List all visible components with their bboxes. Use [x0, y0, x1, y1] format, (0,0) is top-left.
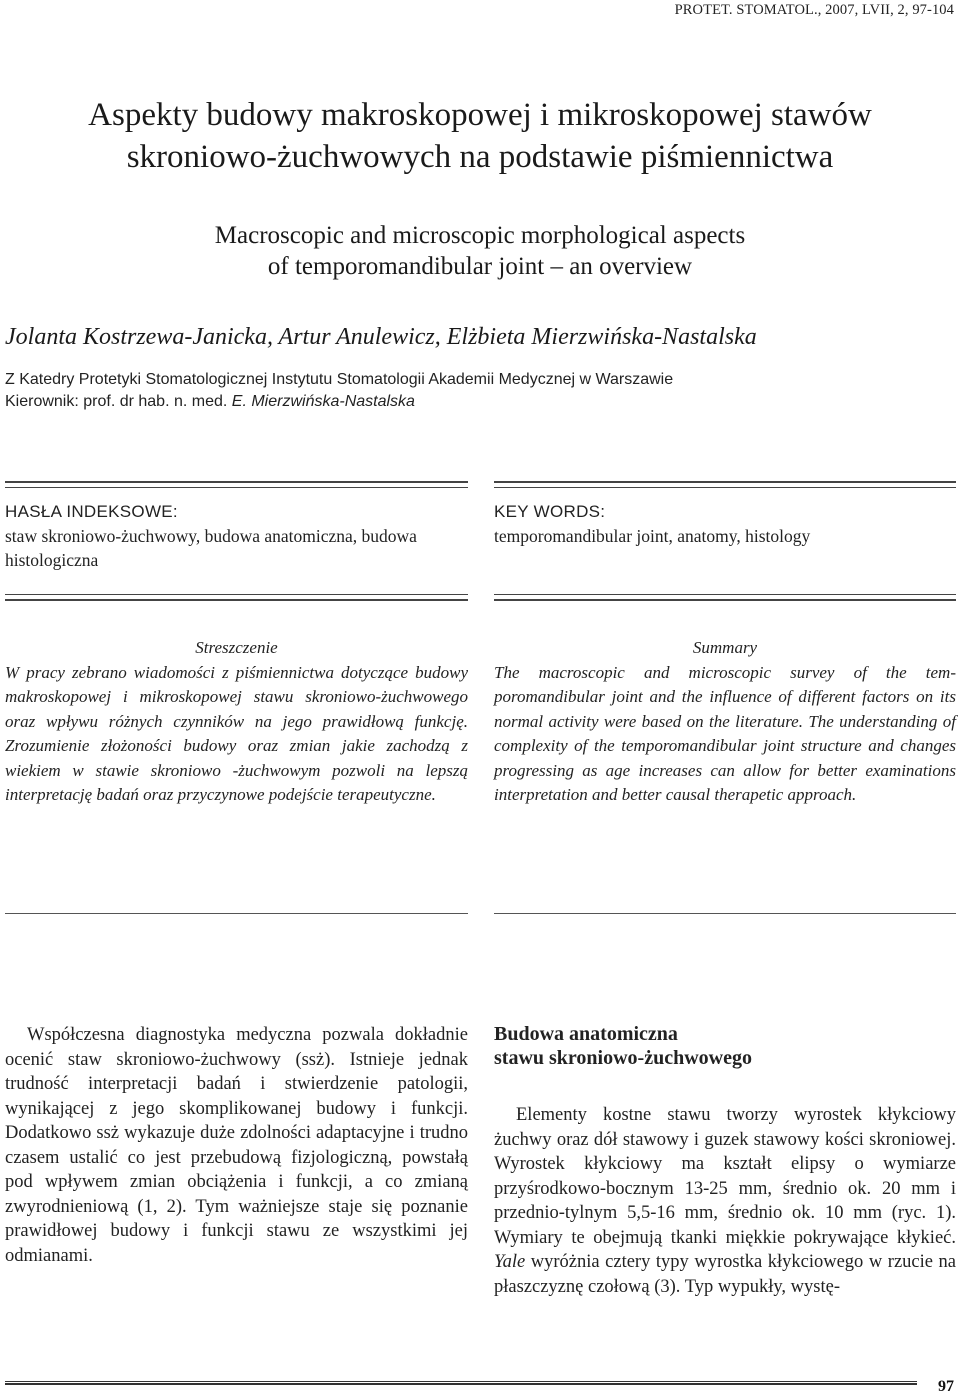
keywords-english: [494, 500, 956, 548]
keywords-left-bottom-rule: [5, 594, 468, 601]
affiliation: [5, 369, 955, 413]
page-number: 97: [938, 1378, 954, 1395]
authors: Jolanta Kostrzewa-Janicka, Artur Anulewicz, Elżbieta Mierzwińska-Nastalska: [5, 324, 757, 350]
body-intro-text: Współczesna diagnostyka medyczna pozwala dokładnie ocenić staw skroniowo-żuchwowy (ssż). Istnieje jednak trudność interpretacji badań i stwierdzenie patologii, wynikającej z jego skomplikowanej budowy i funkcji. Dodatkowo ssż wykazuje duże zdolności adaptacyjne i trudno czasem ustalić co jest przebudową fizjologiczną, powstałą pod wpływem zmian obciążenia i funkcji, a co zmianą zwyrodnieniową (1, 2). Tym ważniejsze staje się poznanie prawidłowej budowy i funkcji stawu ze wszystkimi jej odmianami.: [5, 1025, 468, 1266]
title-en-line-1: Macroscopic and microscopic morphological aspects: [214, 222, 746, 249]
keywords-english-text: temporomandibular joint, anatomy, histology: [494, 526, 811, 546]
section-text-part-1: Elementy kostne stawu tworzy wyrostek kłykciowy żuchwy oraz dół stawowy i guzek stawowy kości skroniowej. Wyrostek kłykciowy ma kształt elipsy o wymiarze przyśrodkowo-bocznym 13-25 mm, średnio ok. 20 mm i przednio-tylnym 5,5-16 mm, średnio ok. 10 mm (ryc. 1). Wymiary te obejmują tkanki miękkie pokrywające kłykieć.: [494, 1105, 956, 1248]
abstract-polish-heading: Streszczenie: [195, 638, 278, 657]
section-text-author-name: Yale: [494, 1252, 526, 1272]
keywords-right-bottom-rule: [494, 594, 956, 601]
body-intro-column: [5, 1023, 468, 1268]
abstract-english-heading: Summary: [692, 638, 758, 657]
body-anatomy-column: [494, 1022, 956, 1299]
keywords-english-heading: KEY WORDS:: [494, 502, 606, 521]
keywords-polish-text: staw skroniowo-żuchwowy, budowa anatomiczna, budowa histologiczna: [5, 526, 417, 570]
running-head: PROTET. STOMATOL., 2007, LVII, 2, 97-104: [674, 2, 954, 18]
abstract-polish: [5, 636, 468, 808]
section-paragraph: [494, 1103, 956, 1299]
affiliation-head-name: E. Mierzwińska-Nastalska: [231, 393, 415, 410]
footer-rule: [5, 1381, 917, 1385]
keywords-polish: [5, 500, 468, 572]
section-heading: [494, 1022, 956, 1070]
article-title-polish: [0, 94, 960, 178]
title-pl-line-2: skroniowo-żuchwowych na podstawie piśmiennictwa: [126, 139, 834, 175]
abstract-right-bottom-rule: [494, 913, 956, 914]
keywords-polish-heading: HASŁA INDEKSOWE:: [5, 502, 178, 521]
article-title-english: [0, 220, 960, 282]
title-en-line-2: of temporomandibular joint – an overview: [267, 253, 693, 280]
title-pl-line-1: Aspekty budowy makroskopowej i mikroskopowej stawów: [88, 97, 872, 133]
keywords-left-top-rule: [5, 481, 468, 488]
affiliation-line-1: Z Katedry Protetyki Stomatologicznej Instytutu Stomatologii Akademii Medycznej w Warszawie: [5, 371, 674, 388]
affiliation-line-2: [5, 391, 955, 413]
abstract-english: [494, 636, 956, 808]
section-heading-line-2: stawu skroniowo-żuchwowego: [494, 1047, 752, 1069]
abstract-polish-text: W pracy zebrano wiadomości z piśmiennictwa dotyczące budowy makroskopowej i mikroskopowej stawu skroniowo-żuchwowego oraz wpływu różnych czynników na jego prawidłową funkcję. Zrozumienie złożoności budowy oraz zmian jakie zachodzą z wiekiem w stawie skroniowo -żuchwowym pozwoli na lepszą interpretację badań oraz przyczynowe podejście terapeutyczne.: [5, 662, 468, 804]
affiliation-head-label: Kierownik: prof. dr hab. n. med.: [5, 393, 232, 410]
abstract-left-bottom-rule: [5, 913, 468, 914]
keywords-right-top-rule: [494, 481, 956, 488]
section-text-part-2: wyróżnia cztery typy wyrostka kłykciowego w rzucie na płaszczyznę czołową (3). Typ wypukły, wystę-: [494, 1252, 956, 1297]
abstract-english-text: The macroscopic and microscopic survey of the temporomandibular joint and the influence of different factors on its normal activity were based on the literature. The understanding of complexity of the temporomandibular joint structure and changes progressing as age increases can allow for better examinations interpretation and better causal therapetic approach.: [494, 662, 956, 804]
section-heading-line-1: Budowa anatomiczna: [494, 1023, 678, 1045]
